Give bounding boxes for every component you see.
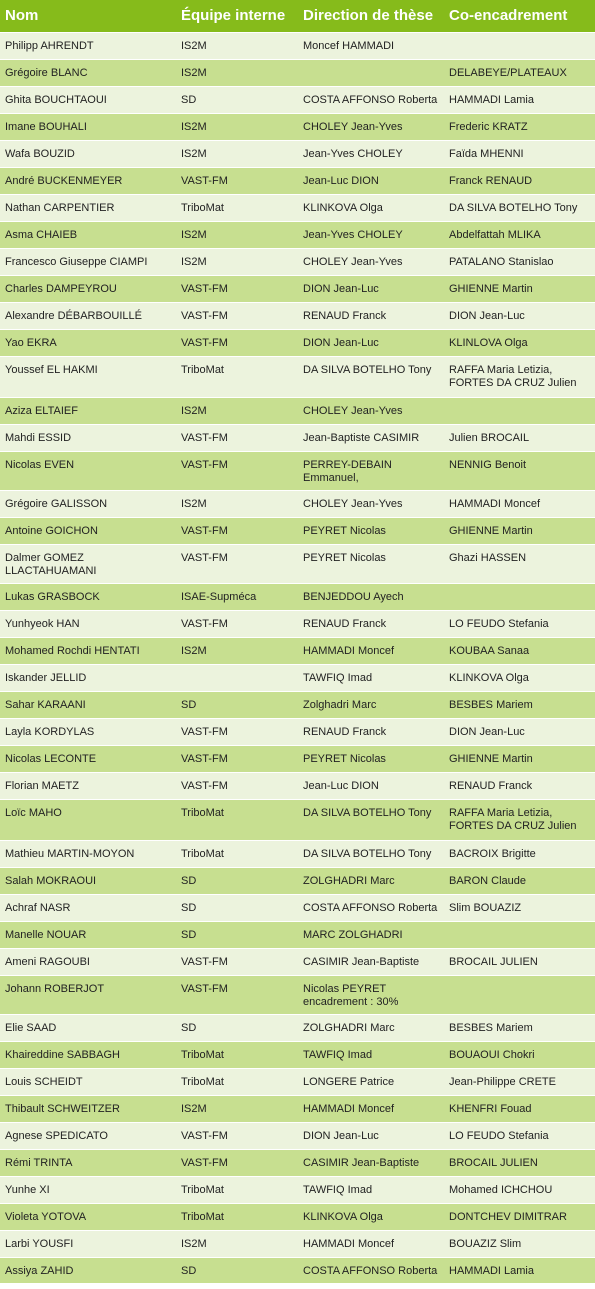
cell-direction: Moncef HAMMADI xyxy=(298,32,444,59)
cell-direction: MARC ZOLGHADRI xyxy=(298,921,444,948)
cell-equipe: VAST-FM xyxy=(176,610,298,637)
cell-co-encadrement: RAFFA Maria Letizia, FORTES DA CRUZ Julien xyxy=(444,356,595,397)
table-row xyxy=(0,248,595,275)
cell-direction: KLINKOVA Olga xyxy=(298,1203,444,1230)
cell-nom: Philipp AHRENDT xyxy=(0,32,176,59)
cell-co-encadrement xyxy=(444,975,595,1014)
table-row xyxy=(0,664,595,691)
cell-equipe: IS2M xyxy=(176,248,298,275)
cell-co-encadrement: DONTCHEV DIMITRAR xyxy=(444,1203,595,1230)
table-row xyxy=(0,167,595,194)
cell-co-encadrement: Frederic KRATZ xyxy=(444,113,595,140)
cell-direction: LONGERE Patrice xyxy=(298,1068,444,1095)
cell-co-encadrement: BARON Claude xyxy=(444,867,595,894)
cell-nom: Grégoire BLANC xyxy=(0,59,176,86)
cell-equipe: IS2M xyxy=(176,32,298,59)
cell-equipe: VAST-FM xyxy=(176,329,298,356)
cell-nom: Yunhyeok HAN xyxy=(0,610,176,637)
cell-equipe: VAST-FM xyxy=(176,302,298,329)
cell-co-encadrement xyxy=(444,397,595,424)
cell-co-encadrement: DA SILVA BOTELHO Tony xyxy=(444,194,595,221)
cell-direction: COSTA AFFONSO Roberta xyxy=(298,1257,444,1283)
cell-direction: PEYRET Nicolas xyxy=(298,544,444,583)
cell-nom: Yao EKRA xyxy=(0,329,176,356)
cell-co-encadrement: GHIENNE Martin xyxy=(444,517,595,544)
cell-equipe: IS2M xyxy=(176,1095,298,1122)
cell-nom: Youssef EL HAKMI xyxy=(0,356,176,397)
cell-co-encadrement: PATALANO Stanislao xyxy=(444,248,595,275)
cell-equipe: VAST-FM xyxy=(176,745,298,772)
table-row xyxy=(0,490,595,517)
cell-equipe: SD xyxy=(176,921,298,948)
cell-direction: CASIMIR Jean-Baptiste xyxy=(298,948,444,975)
cell-co-encadrement: HAMMADI Lamia xyxy=(444,1257,595,1283)
table-row xyxy=(0,1230,595,1257)
cell-equipe: SD xyxy=(176,867,298,894)
cell-direction: CHOLEY Jean-Yves xyxy=(298,248,444,275)
cell-equipe: TriboMat xyxy=(176,1068,298,1095)
cell-direction: PEYRET Nicolas xyxy=(298,745,444,772)
cell-nom: Nicolas EVEN xyxy=(0,451,176,490)
table-row xyxy=(0,718,595,745)
cell-direction: Jean-Luc DION xyxy=(298,772,444,799)
cell-nom: Nathan CARPENTIER xyxy=(0,194,176,221)
cell-direction: HAMMADI Moncef xyxy=(298,1230,444,1257)
cell-co-encadrement xyxy=(444,921,595,948)
cell-direction: TAWFIQ Imad xyxy=(298,1176,444,1203)
cell-equipe: TriboMat xyxy=(176,1203,298,1230)
cell-equipe: VAST-FM xyxy=(176,718,298,745)
table-row xyxy=(0,745,595,772)
cell-nom: Violeta YOTOVA xyxy=(0,1203,176,1230)
cell-equipe: IS2M xyxy=(176,140,298,167)
table-row xyxy=(0,583,595,610)
table-row xyxy=(0,799,595,840)
table-row xyxy=(0,691,595,718)
cell-nom: Achraf NASR xyxy=(0,894,176,921)
table-row xyxy=(0,1068,595,1095)
cell-direction: DION Jean-Luc xyxy=(298,275,444,302)
cell-nom: Wafa BOUZID xyxy=(0,140,176,167)
cell-co-encadrement: LO FEUDO Stefania xyxy=(444,610,595,637)
table-row xyxy=(0,637,595,664)
table-row xyxy=(0,1095,595,1122)
table-row xyxy=(0,113,595,140)
cell-direction: BENJEDDOU Ayech xyxy=(298,583,444,610)
cell-equipe: VAST-FM xyxy=(176,517,298,544)
cell-direction: COSTA AFFONSO Roberta xyxy=(298,894,444,921)
cell-nom: Salah MOKRAOUI xyxy=(0,867,176,894)
table-row xyxy=(0,840,595,867)
cell-nom: Manelle NOUAR xyxy=(0,921,176,948)
cell-direction: Jean-Yves CHOLEY xyxy=(298,140,444,167)
table-row xyxy=(0,975,595,1014)
cell-equipe: VAST-FM xyxy=(176,451,298,490)
cell-nom: Layla KORDYLAS xyxy=(0,718,176,745)
cell-equipe: ISAE-Supméca xyxy=(176,583,298,610)
cell-nom: Sahar KARAANI xyxy=(0,691,176,718)
table-row xyxy=(0,275,595,302)
cell-equipe: SD xyxy=(176,691,298,718)
table-row xyxy=(0,140,595,167)
cell-direction: Jean-Yves CHOLEY xyxy=(298,221,444,248)
cell-nom: Loïc MAHO xyxy=(0,799,176,840)
cell-equipe: SD xyxy=(176,1014,298,1041)
header-row xyxy=(0,0,595,32)
cell-co-encadrement: KHENFRI Fouad xyxy=(444,1095,595,1122)
table-row xyxy=(0,397,595,424)
cell-nom: Antoine GOICHON xyxy=(0,517,176,544)
cell-nom: Charles DAMPEYROU xyxy=(0,275,176,302)
cell-nom: Thibault SCHWEITZER xyxy=(0,1095,176,1122)
cell-direction: DION Jean-Luc xyxy=(298,1122,444,1149)
cell-equipe: IS2M xyxy=(176,59,298,86)
cell-co-encadrement: BROCAIL JULIEN xyxy=(444,948,595,975)
cell-nom: Ghita BOUCHTAOUI xyxy=(0,86,176,113)
cell-equipe: VAST-FM xyxy=(176,975,298,1014)
cell-nom: Grégoire GALISSON xyxy=(0,490,176,517)
cell-direction: CHOLEY Jean-Yves xyxy=(298,490,444,517)
cell-nom: Ameni RAGOUBI xyxy=(0,948,176,975)
cell-equipe: IS2M xyxy=(176,221,298,248)
cell-equipe: SD xyxy=(176,1257,298,1283)
table-row xyxy=(0,894,595,921)
cell-equipe: TriboMat xyxy=(176,799,298,840)
table-row xyxy=(0,1014,595,1041)
table-header xyxy=(0,0,595,32)
cell-co-encadrement: KLINLOVA Olga xyxy=(444,329,595,356)
table-row xyxy=(0,59,595,86)
cell-direction: ZOLGHADRI Marc xyxy=(298,1014,444,1041)
cell-nom: Agnese SPEDICATO xyxy=(0,1122,176,1149)
table-row xyxy=(0,772,595,799)
cell-equipe: TriboMat xyxy=(176,1041,298,1068)
table-row xyxy=(0,1122,595,1149)
cell-nom: Mahdi ESSID xyxy=(0,424,176,451)
cell-direction: CASIMIR Jean-Baptiste xyxy=(298,1149,444,1176)
cell-nom: Khaireddine SABBAGH xyxy=(0,1041,176,1068)
cell-co-encadrement: Ghazi HASSEN xyxy=(444,544,595,583)
cell-co-encadrement: KOUBAA Sanaa xyxy=(444,637,595,664)
cell-direction xyxy=(298,59,444,86)
cell-co-encadrement xyxy=(444,32,595,59)
cell-co-encadrement: LO FEUDO Stefania xyxy=(444,1122,595,1149)
cell-equipe xyxy=(176,664,298,691)
cell-direction: DION Jean-Luc xyxy=(298,329,444,356)
cell-nom: Mohamed Rochdi HENTATI xyxy=(0,637,176,664)
table-row xyxy=(0,921,595,948)
table-row xyxy=(0,86,595,113)
cell-equipe: SD xyxy=(176,894,298,921)
table-row xyxy=(0,329,595,356)
cell-nom: Larbi YOUSFI xyxy=(0,1230,176,1257)
cell-direction: PEYRET Nicolas xyxy=(298,517,444,544)
cell-nom: Louis SCHEIDT xyxy=(0,1068,176,1095)
cell-equipe: IS2M xyxy=(176,397,298,424)
cell-nom: Iskander JELLID xyxy=(0,664,176,691)
cell-equipe: TriboMat xyxy=(176,356,298,397)
cell-equipe: TriboMat xyxy=(176,1176,298,1203)
cell-direction: HAMMADI Moncef xyxy=(298,1095,444,1122)
cell-equipe: IS2M xyxy=(176,637,298,664)
cell-direction: Zolghadri Marc xyxy=(298,691,444,718)
table-row xyxy=(0,302,595,329)
table-row xyxy=(0,948,595,975)
cell-equipe: VAST-FM xyxy=(176,1149,298,1176)
cell-direction: DA SILVA BOTELHO Tony xyxy=(298,840,444,867)
cell-co-encadrement: DION Jean-Luc xyxy=(444,302,595,329)
cell-equipe: IS2M xyxy=(176,1230,298,1257)
cell-co-encadrement: Jean-Philippe CRETE xyxy=(444,1068,595,1095)
cell-nom: Imane BOUHALI xyxy=(0,113,176,140)
header-co-encadrement: Co-encadrement xyxy=(444,0,595,32)
cell-nom: André BUCKENMEYER xyxy=(0,167,176,194)
cell-direction: ZOLGHADRI Marc xyxy=(298,867,444,894)
cell-co-encadrement: DELABEYE/PLATEAUX xyxy=(444,59,595,86)
table-row xyxy=(0,424,595,451)
table-row xyxy=(0,221,595,248)
cell-nom: Mathieu MARTIN-MOYON xyxy=(0,840,176,867)
table-row xyxy=(0,1257,595,1283)
cell-equipe: VAST-FM xyxy=(176,167,298,194)
cell-co-encadrement: BESBES Mariem xyxy=(444,1014,595,1041)
table-row xyxy=(0,32,595,59)
cell-nom: Asma CHAIEB xyxy=(0,221,176,248)
cell-direction: PERREY-DEBAIN Emmanuel, xyxy=(298,451,444,490)
cell-direction: CHOLEY Jean-Yves xyxy=(298,113,444,140)
cell-nom: Francesco Giuseppe CIAMPI xyxy=(0,248,176,275)
cell-equipe: TriboMat xyxy=(176,194,298,221)
cell-direction: DA SILVA BOTELHO Tony xyxy=(298,356,444,397)
cell-co-encadrement: BOUAOUI Chokri xyxy=(444,1041,595,1068)
cell-direction: HAMMADI Moncef xyxy=(298,637,444,664)
header-direction-de-these: Direction de thèse xyxy=(298,0,444,32)
header-equipe-interne: Équipe interne xyxy=(176,0,298,32)
cell-co-encadrement: GHIENNE Martin xyxy=(444,275,595,302)
cell-nom: Assiya ZAHID xyxy=(0,1257,176,1283)
cell-co-encadrement: GHIENNE Martin xyxy=(444,745,595,772)
table-row xyxy=(0,544,595,583)
cell-co-encadrement: DION Jean-Luc xyxy=(444,718,595,745)
cell-direction: TAWFIQ Imad xyxy=(298,664,444,691)
table-row xyxy=(0,194,595,221)
cell-equipe: VAST-FM xyxy=(176,948,298,975)
cell-nom: Nicolas LECONTE xyxy=(0,745,176,772)
cell-nom: Johann ROBERJOT xyxy=(0,975,176,1014)
cell-equipe: TriboMat xyxy=(176,840,298,867)
cell-co-encadrement: Franck RENAUD xyxy=(444,167,595,194)
cell-direction: Jean-Luc DION xyxy=(298,167,444,194)
cell-equipe: VAST-FM xyxy=(176,1122,298,1149)
cell-co-encadrement: Faïda MHENNI xyxy=(444,140,595,167)
cell-direction: RENAUD Franck xyxy=(298,610,444,637)
cell-nom: Rémi TRINTA xyxy=(0,1149,176,1176)
cell-direction: TAWFIQ Imad xyxy=(298,1041,444,1068)
cell-direction: DA SILVA BOTELHO Tony xyxy=(298,799,444,840)
cell-co-encadrement: Mohamed ICHCHOU xyxy=(444,1176,595,1203)
cell-co-encadrement xyxy=(444,583,595,610)
cell-equipe: SD xyxy=(176,86,298,113)
cell-equipe: VAST-FM xyxy=(176,544,298,583)
cell-co-encadrement: BACROIX Brigitte xyxy=(444,840,595,867)
cell-co-encadrement: HAMMADI Moncef xyxy=(444,490,595,517)
cell-direction: Jean-Baptiste CASIMIR xyxy=(298,424,444,451)
table-row xyxy=(0,1203,595,1230)
cell-nom: Lukas GRASBOCK xyxy=(0,583,176,610)
cell-co-encadrement: RAFFA Maria Letizia, FORTES DA CRUZ Julien xyxy=(444,799,595,840)
cell-nom: Dalmer GOMEZ LLACTAHUAMANI xyxy=(0,544,176,583)
cell-direction: RENAUD Franck xyxy=(298,718,444,745)
cell-co-encadrement: BROCAIL JULIEN xyxy=(444,1149,595,1176)
table-row xyxy=(0,356,595,397)
cell-equipe: VAST-FM xyxy=(176,275,298,302)
cell-co-encadrement: KLINKOVA Olga xyxy=(444,664,595,691)
cell-co-encadrement: Slim BOUAZIZ xyxy=(444,894,595,921)
table-row xyxy=(0,1176,595,1203)
cell-nom: Aziza ELTAIEF xyxy=(0,397,176,424)
cell-direction: KLINKOVA Olga xyxy=(298,194,444,221)
header-nom: Nom xyxy=(0,0,176,32)
cell-co-encadrement: NENNIG Benoit xyxy=(444,451,595,490)
cell-equipe: VAST-FM xyxy=(176,424,298,451)
cell-co-encadrement: HAMMADI Lamia xyxy=(444,86,595,113)
cell-co-encadrement: Abdelfattah MLIKA xyxy=(444,221,595,248)
cell-direction: COSTA AFFONSO Roberta xyxy=(298,86,444,113)
table-row xyxy=(0,1149,595,1176)
cell-direction: CHOLEY Jean-Yves xyxy=(298,397,444,424)
cell-equipe: IS2M xyxy=(176,113,298,140)
table-row xyxy=(0,451,595,490)
cell-co-encadrement: BOUAZIZ Slim xyxy=(444,1230,595,1257)
cell-co-encadrement: Julien BROCAIL xyxy=(444,424,595,451)
cell-nom: Yunhe XI xyxy=(0,1176,176,1203)
cell-co-encadrement: RENAUD Franck xyxy=(444,772,595,799)
table-row xyxy=(0,610,595,637)
table-row xyxy=(0,867,595,894)
table-body xyxy=(0,32,595,1283)
cell-direction: RENAUD Franck xyxy=(298,302,444,329)
cell-direction: Nicolas PEYRET encadrement : 30% xyxy=(298,975,444,1014)
cell-co-encadrement: BESBES Mariem xyxy=(444,691,595,718)
table-row xyxy=(0,1041,595,1068)
cell-equipe: VAST-FM xyxy=(176,772,298,799)
cell-equipe: IS2M xyxy=(176,490,298,517)
cell-nom: Florian MAETZ xyxy=(0,772,176,799)
cell-nom: Alexandre DÉBARBOUILLÉ xyxy=(0,302,176,329)
cell-nom: Elie SAAD xyxy=(0,1014,176,1041)
table-row xyxy=(0,517,595,544)
